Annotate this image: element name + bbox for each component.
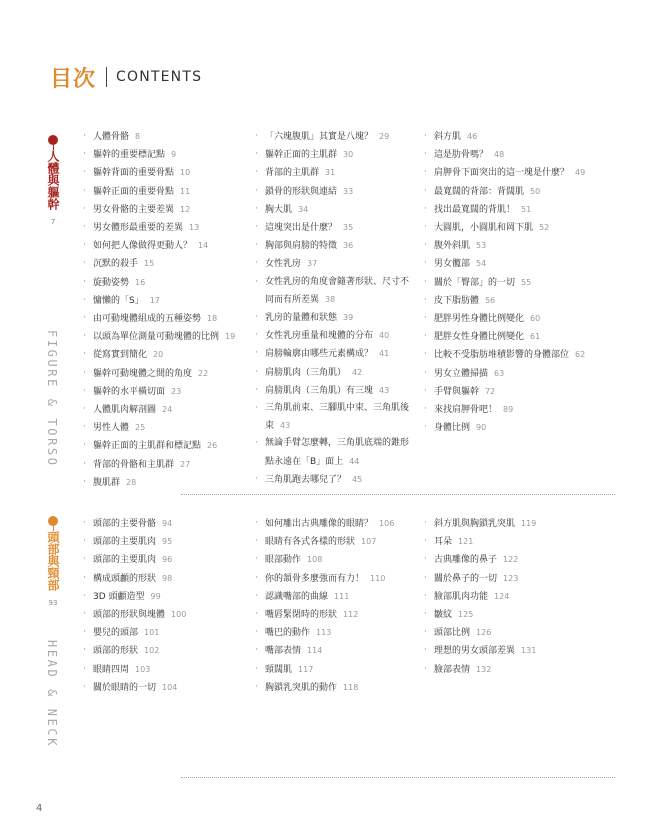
- toc-entry[interactable]: [424, 515, 599, 533]
- toc-entry[interactable]: [83, 474, 251, 492]
- toc-entry[interactable]: [255, 201, 415, 219]
- toc-entry-page: 42: [352, 367, 363, 377]
- toc-entry[interactable]: [424, 128, 599, 146]
- toc-entry[interactable]: [83, 624, 251, 642]
- toc-entry-title: 胸部與肩膀的特徵: [265, 241, 338, 252]
- toc-entry[interactable]: [424, 419, 599, 437]
- toc-entry-title: 軀幹正面的主肌群和標記點: [93, 441, 202, 452]
- toc-entry[interactable]: [83, 219, 251, 237]
- toc-column-1: [83, 515, 251, 697]
- toc-entry-title: 旋動姿勢: [93, 277, 130, 288]
- toc-entry-title: 大圓肌，小圓肌和岡下肌: [434, 223, 534, 234]
- toc-entry-page: 114: [307, 646, 323, 656]
- toc-entry-title: 沉默的殺手: [93, 259, 139, 270]
- toc-column-1: [83, 128, 251, 492]
- toc-entry[interactable]: [424, 237, 599, 255]
- section-dot-icon: [48, 516, 58, 526]
- toc-entry-page: 33: [343, 186, 354, 196]
- toc-entry-page: 121: [458, 537, 474, 547]
- toc-entry[interactable]: [255, 183, 415, 201]
- toc-entry-page: 54: [476, 259, 487, 269]
- toc-entry-title: 眼睛有各式各樣的形狀: [265, 537, 356, 548]
- toc-entry-page: 24: [162, 405, 173, 415]
- toc-entry-title: 三角肌前束、三腳肌中束、三角肌後束: [265, 403, 410, 432]
- toc-entry-title: 以頭為單位測量可動塊體的比例: [93, 332, 220, 343]
- toc-entry-page: 18: [207, 314, 218, 324]
- toc-entry[interactable]: [83, 383, 251, 401]
- toc-entry[interactable]: [83, 183, 251, 201]
- toc-entry-page: 12: [180, 204, 191, 214]
- section-label: 頭部與頸部: [46, 531, 60, 591]
- toc-entry-page: 61: [530, 332, 541, 342]
- toc-entry[interactable]: [83, 642, 251, 660]
- toc-entry[interactable]: [83, 661, 251, 679]
- toc-entry[interactable]: [83, 164, 251, 182]
- toc-entry-title: 臉部表情: [434, 664, 471, 675]
- toc-entry[interactable]: [255, 309, 415, 327]
- toc-entry-title: 肩膀輪廓由哪些元素構成？: [265, 349, 374, 360]
- toc-entry-title: 手臂與軀幹: [434, 386, 480, 397]
- toc-entry[interactable]: [83, 533, 251, 551]
- toc-entry-title: 男性人體: [93, 423, 130, 434]
- toc-entry-title: 軀幹正面的重要骨點: [93, 186, 175, 197]
- toc-entry[interactable]: [83, 201, 251, 219]
- toc-entry-page: 117: [298, 664, 314, 674]
- toc-entry-title: 三角肌跑去哪兒了？: [265, 474, 347, 485]
- toc-entry-page: 96: [162, 555, 173, 565]
- toc-entry[interactable]: [83, 128, 251, 146]
- toc-entry-page: 94: [162, 519, 173, 528]
- toc-entry[interactable]: [83, 437, 251, 455]
- toc-entry-title: 肥胖女性身體比例變化: [434, 332, 525, 343]
- toc-entry[interactable]: [83, 146, 251, 164]
- page-number: 4: [36, 803, 43, 814]
- toc-entry-title: 軀幹的水平橫切面: [93, 386, 166, 397]
- toc-entry-page: 25: [135, 423, 146, 433]
- toc-entry-title: 耳朵: [434, 537, 453, 548]
- toc-entry[interactable]: [424, 328, 599, 346]
- toc-entry-page: 35: [343, 223, 354, 233]
- toc-entry-page: 44: [349, 456, 360, 466]
- toc-entry[interactable]: [424, 661, 599, 679]
- toc-entry-page: 40: [379, 331, 390, 341]
- toc-entry-page: 131: [521, 646, 537, 656]
- title-english: CONTENTS: [116, 69, 203, 85]
- toc-entry-page: 29: [379, 132, 390, 141]
- toc-entry-page: 118: [343, 682, 359, 692]
- toc-entry-title: 眼睛四周: [93, 664, 130, 675]
- toc-entry[interactable]: [83, 679, 251, 697]
- toc-entry-title: 找出最寬闊的背肌！: [434, 204, 516, 215]
- toc-entry[interactable]: [255, 624, 420, 642]
- toc-entry-page: 110: [370, 573, 386, 583]
- toc-entry[interactable]: [83, 310, 251, 328]
- toc-entry[interactable]: [83, 292, 251, 310]
- toc-entry-title: 臉部肌肉功能: [434, 591, 489, 602]
- toc-entry-title: 比較不受脂肪堆積影響的身體部位: [434, 350, 570, 361]
- toc-entry-page: 20: [153, 350, 164, 360]
- toc-entry[interactable]: [424, 383, 599, 401]
- toc-entry-title: 軀幹的重要標記點: [93, 150, 166, 161]
- toc-entry-page: 43: [280, 421, 291, 431]
- toc-entry[interactable]: [255, 128, 415, 146]
- toc-entry-title: 胸大肌: [265, 204, 293, 215]
- toc-entry-page: 103: [135, 664, 151, 674]
- toc-entry[interactable]: [255, 382, 415, 400]
- toc-entry-title: 肩膀肌肉（三角肌）: [265, 367, 347, 378]
- toc-entry-title: 頸闊肌: [265, 664, 293, 675]
- toc-entry[interactable]: [255, 274, 415, 309]
- toc-entry-page: 14: [198, 241, 209, 251]
- toc-entry[interactable]: [255, 679, 420, 697]
- toc-entry-page: 9: [171, 150, 177, 160]
- toc-entry-title: 鎖骨的形狀與連結: [265, 186, 338, 197]
- toc-entry-page: 38: [325, 294, 336, 304]
- toc-entry-title: 最寬闊的背部：背闊肌: [434, 186, 525, 197]
- toc-entry-page: 8: [135, 132, 141, 141]
- toc-entry-title: 男女體形最重要的差異: [93, 223, 184, 234]
- toc-entry-title: 無論手臂怎麼轉，三角肌底端的錐形點永遠在「B」面上: [265, 438, 410, 467]
- toc-entry[interactable]: [424, 642, 599, 660]
- toc-entry-page: 89: [503, 405, 514, 415]
- toc-entry[interactable]: [255, 661, 420, 679]
- toc-entry-title: 女性乳房: [265, 259, 302, 270]
- toc-entry-title: 嘴巴的動作: [265, 628, 311, 639]
- toc-entry-page: 23: [171, 386, 182, 396]
- toc-entry-page: 19: [225, 332, 236, 342]
- toc-entry[interactable]: [255, 255, 415, 273]
- toc-entry-page: 126: [476, 628, 492, 638]
- toc-entry-title: 背部的骨骼和主肌群: [93, 459, 175, 470]
- toc-entry[interactable]: [424, 274, 599, 292]
- toc-entry[interactable]: [424, 606, 599, 624]
- toc-entry-page: 108: [307, 555, 323, 565]
- toc-entry[interactable]: [83, 515, 251, 533]
- toc-entry[interactable]: [424, 588, 599, 606]
- toc-entry[interactable]: [255, 588, 420, 606]
- toc-entry-page: 31: [325, 168, 336, 178]
- toc-entry[interactable]: [255, 435, 415, 470]
- toc-entry-page: 90: [476, 423, 487, 433]
- toc-entry-title: 軀幹可動塊體之間的角度: [93, 368, 193, 379]
- toc-entry-title: 身體比例: [434, 423, 471, 434]
- toc-entry-page: 107: [361, 537, 377, 547]
- toc-column-2: [255, 128, 415, 489]
- toc-entry-page: 132: [476, 664, 492, 674]
- toc-entry[interactable]: [83, 401, 251, 419]
- toc-entry[interactable]: [83, 255, 251, 273]
- toc-entry-title: 古典雕像的鼻子: [434, 555, 498, 566]
- toc-entry[interactable]: [255, 606, 420, 624]
- toc-entry-title: 軀幹正面的主肌群: [265, 150, 338, 161]
- toc-entry-page: 11: [180, 186, 191, 196]
- toc-entry[interactable]: [83, 365, 251, 383]
- toc-entry-page: 37: [307, 259, 318, 269]
- toc-entry-title: 皺紋: [434, 610, 453, 621]
- toc-entry-title: 嬰兒的頭部: [93, 628, 139, 639]
- toc-entry-page: 46: [467, 132, 478, 141]
- toc-entry-page: 60: [530, 314, 541, 324]
- toc-entry-page: 51: [521, 204, 532, 214]
- toc-entry[interactable]: [83, 570, 251, 588]
- toc-entry-title: 人體骨骼: [93, 132, 130, 142]
- toc-entry-title: 頭部比例: [434, 628, 471, 639]
- toc-entry[interactable]: [83, 419, 251, 437]
- toc-entry[interactable]: [255, 570, 420, 588]
- toc-entry[interactable]: [255, 642, 420, 660]
- toc-entry-page: 36: [343, 241, 354, 251]
- toc-entry-title: 女性乳房的角度會隨著形狀、尺寸不同而有所差異: [265, 276, 410, 305]
- toc-entry[interactable]: [255, 515, 420, 533]
- toc-entry[interactable]: [255, 364, 415, 382]
- toc-entry-page: 122: [503, 555, 519, 565]
- toc-entry-title: 頭部的形狀: [93, 646, 139, 657]
- toc-entry-page: 102: [144, 646, 160, 656]
- toc-entry-page: 98: [162, 573, 173, 583]
- section-divider: [181, 494, 615, 495]
- toc-entry-page: 104: [162, 682, 178, 692]
- toc-entry-page: 34: [298, 204, 309, 214]
- toc-entry-title: 斜方肌: [434, 132, 462, 142]
- toc-entry-title: 「六塊腹肌」其實是八塊？: [265, 132, 374, 142]
- toc-entry[interactable]: [83, 274, 251, 292]
- toc-entry[interactable]: [255, 327, 415, 345]
- toc-entry-page: 111: [334, 591, 350, 601]
- section-marker-head-neck: [46, 516, 60, 607]
- toc-entry-page: 99: [150, 591, 161, 601]
- toc-entry-page: 72: [485, 386, 496, 396]
- toc-entry[interactable]: [424, 164, 599, 182]
- toc-entry-page: 15: [144, 259, 155, 269]
- toc-entry-page: 48: [494, 150, 505, 160]
- toc-entry[interactable]: [83, 606, 251, 624]
- toc-entry[interactable]: [424, 346, 599, 364]
- toc-entry[interactable]: [424, 183, 599, 201]
- toc-entry-page: 63: [494, 368, 505, 378]
- toc-entry[interactable]: [255, 551, 420, 569]
- toc-entry[interactable]: [424, 310, 599, 328]
- toc-entry[interactable]: [424, 551, 599, 569]
- toc-entry[interactable]: [424, 570, 599, 588]
- toc-entry-title: 頭部的主要骨骼: [93, 519, 157, 529]
- toc-entry[interactable]: [424, 219, 599, 237]
- toc-entry-title: 頭部的主要肌肉: [93, 555, 157, 566]
- toc-entry-title: 乳房的量體和狀態: [265, 313, 338, 324]
- section-marker-figure-torso: [46, 135, 60, 226]
- toc-entry-page: 49: [575, 168, 586, 178]
- toc-entry-title: 由可動塊體組成的五種姿勢: [93, 314, 202, 325]
- toc-entry-title: 認識嘴部的曲線: [265, 591, 329, 602]
- toc-entry-title: 從寫實到簡化: [93, 350, 148, 361]
- toc-entry-title: 腹外斜肌: [434, 241, 471, 252]
- toc-entry-page: 28: [126, 477, 137, 487]
- toc-entry[interactable]: [83, 588, 251, 606]
- toc-entry-page: 112: [343, 610, 359, 620]
- toc-entry-page: 26: [207, 441, 218, 451]
- toc-entry-page: 56: [485, 295, 496, 305]
- toc-entry-title: 眼部動作: [265, 555, 302, 566]
- toc-entry-title: 腹肌群: [93, 477, 121, 488]
- toc-entry-title: 男女骨骼的主要差異: [93, 204, 175, 215]
- toc-entry[interactable]: [255, 471, 415, 489]
- toc-entry-title: 皮下脂肪體: [434, 295, 480, 306]
- title-chinese: 目次: [50, 66, 97, 92]
- toc-entry-page: 95: [162, 537, 173, 547]
- toc-entry[interactable]: [424, 146, 599, 164]
- toc-entry-page: 101: [144, 628, 160, 638]
- section-label-english: FIGURE & TORSO: [45, 330, 59, 468]
- toc-entry-page: 55: [521, 277, 532, 287]
- toc-entry-page: 27: [180, 459, 191, 469]
- toc-entry-page: 119: [521, 519, 537, 528]
- toc-entry-page: 62: [575, 350, 586, 360]
- section-start-page: 7: [50, 218, 56, 226]
- toc-entry-title: 慵懶的「S」: [93, 295, 144, 306]
- toc-entry-page: 10: [180, 168, 191, 178]
- toc-entry-page: 17: [149, 295, 160, 305]
- toc-entry-title: 如何把人像做得更動人？: [93, 241, 193, 252]
- toc-entry-title: 如何雕出古典雕像的眼睛？: [265, 519, 374, 529]
- section-dot-icon: [48, 135, 58, 145]
- toc-entry-page: 16: [135, 277, 146, 287]
- toc-entry[interactable]: [255, 237, 415, 255]
- section-start-page: 93: [48, 599, 58, 607]
- toc-entry-page: 100: [171, 610, 187, 620]
- toc-entry-page: 50: [530, 186, 541, 196]
- toc-column-2: [255, 515, 420, 697]
- toc-entry-title: 男女立體掃描: [434, 368, 489, 379]
- toc-entry-title: 嘴部表情: [265, 646, 302, 657]
- toc-entry-page: 45: [352, 474, 363, 484]
- toc-entry-title: 女性乳房重量和塊體的分布: [265, 331, 374, 342]
- toc-entry-page: 13: [189, 223, 200, 233]
- toc-entry-page: 52: [539, 223, 550, 233]
- toc-entry-title: 你的頷骨多麼強而有力！: [265, 573, 365, 584]
- toc-entry-title: 關於「臀部」的一切: [434, 277, 516, 288]
- toc-entry-title: 男女髖部: [434, 259, 471, 270]
- toc-entry-page: 22: [198, 368, 209, 378]
- toc-entry-page: 39: [343, 313, 354, 323]
- toc-entry-title: 這塊突出是什麼？: [265, 223, 338, 234]
- toc-entry-page: 123: [503, 573, 519, 583]
- toc-entry-title: 肩膀肌肉（三角肌）有三塊: [265, 385, 374, 396]
- toc-entry-title: 這是肋骨嗎？: [434, 150, 489, 161]
- toc-entry-title: 肥胖男性身體比例變化: [434, 314, 525, 325]
- toc-entry[interactable]: [424, 292, 599, 310]
- toc-column-3: [424, 515, 599, 679]
- toc-entry-page: 124: [494, 591, 510, 601]
- toc-entry-title: 關於眼睛的一切: [93, 682, 157, 693]
- toc-entry-title: 嘴唇緊閉時的形狀: [265, 610, 338, 621]
- toc-entry[interactable]: [424, 401, 599, 419]
- bottom-divider: [181, 777, 615, 778]
- toc-entry[interactable]: [255, 146, 415, 164]
- toc-entry[interactable]: [424, 255, 599, 273]
- toc-entry-title: 斜方肌與胸鎖乳突肌: [434, 519, 516, 529]
- toc-entry[interactable]: [424, 624, 599, 642]
- section-label-english: HEAD & NECK: [45, 640, 59, 749]
- toc-entry-title: 3D 頭顱造型: [93, 591, 145, 602]
- toc-entry[interactable]: [83, 456, 251, 474]
- page-header: [50, 62, 202, 92]
- toc-entry-page: 53: [476, 241, 487, 251]
- toc-entry-page: 30: [343, 150, 354, 160]
- toc-entry-title: 背部的主肌群: [265, 168, 320, 179]
- toc-entry-title: 來找肩胛骨吧！: [434, 405, 498, 416]
- toc-entry-page: 41: [379, 349, 390, 359]
- toc-entry[interactable]: [83, 328, 251, 346]
- toc-entry-title: 胸鎖乳突肌的動作: [265, 682, 338, 693]
- toc-entry-title: 理想的男女頭部差異: [434, 646, 516, 657]
- toc-entry-title: 人體肌肉解剖圖: [93, 405, 157, 416]
- title-divider: [106, 67, 107, 87]
- toc-entry-title: 頭部的主要肌肉: [93, 537, 157, 548]
- toc-entry-page: 43: [379, 385, 390, 395]
- section-label: 人體與軀幹: [46, 150, 60, 210]
- toc-entry[interactable]: [424, 365, 599, 383]
- toc-entry[interactable]: [255, 219, 415, 237]
- toc-entry-page: 106: [379, 519, 395, 528]
- toc-entry[interactable]: [424, 201, 599, 219]
- toc-entry-title: 軀幹背面的重要骨點: [93, 168, 175, 179]
- toc-entry-title: 構成頭顱的形狀: [93, 573, 157, 584]
- toc-entry[interactable]: [255, 164, 415, 182]
- toc-entry-page: 113: [316, 628, 332, 638]
- toc-entry-title: 關於鼻子的一切: [434, 573, 498, 584]
- toc-entry[interactable]: [255, 533, 420, 551]
- toc-column-3: [424, 128, 599, 437]
- toc-entry-title: 肩胛骨下面突出的這一塊是什麼？: [434, 168, 570, 179]
- toc-entry[interactable]: [255, 400, 415, 435]
- toc-entry[interactable]: [424, 533, 599, 551]
- toc-entry[interactable]: [255, 345, 415, 363]
- toc-entry[interactable]: [83, 346, 251, 364]
- toc-entry-title: 頭部的形狀與塊體: [93, 610, 166, 621]
- toc-entry[interactable]: [83, 237, 251, 255]
- toc-entry[interactable]: [83, 551, 251, 569]
- toc-entry-page: 125: [458, 610, 474, 620]
